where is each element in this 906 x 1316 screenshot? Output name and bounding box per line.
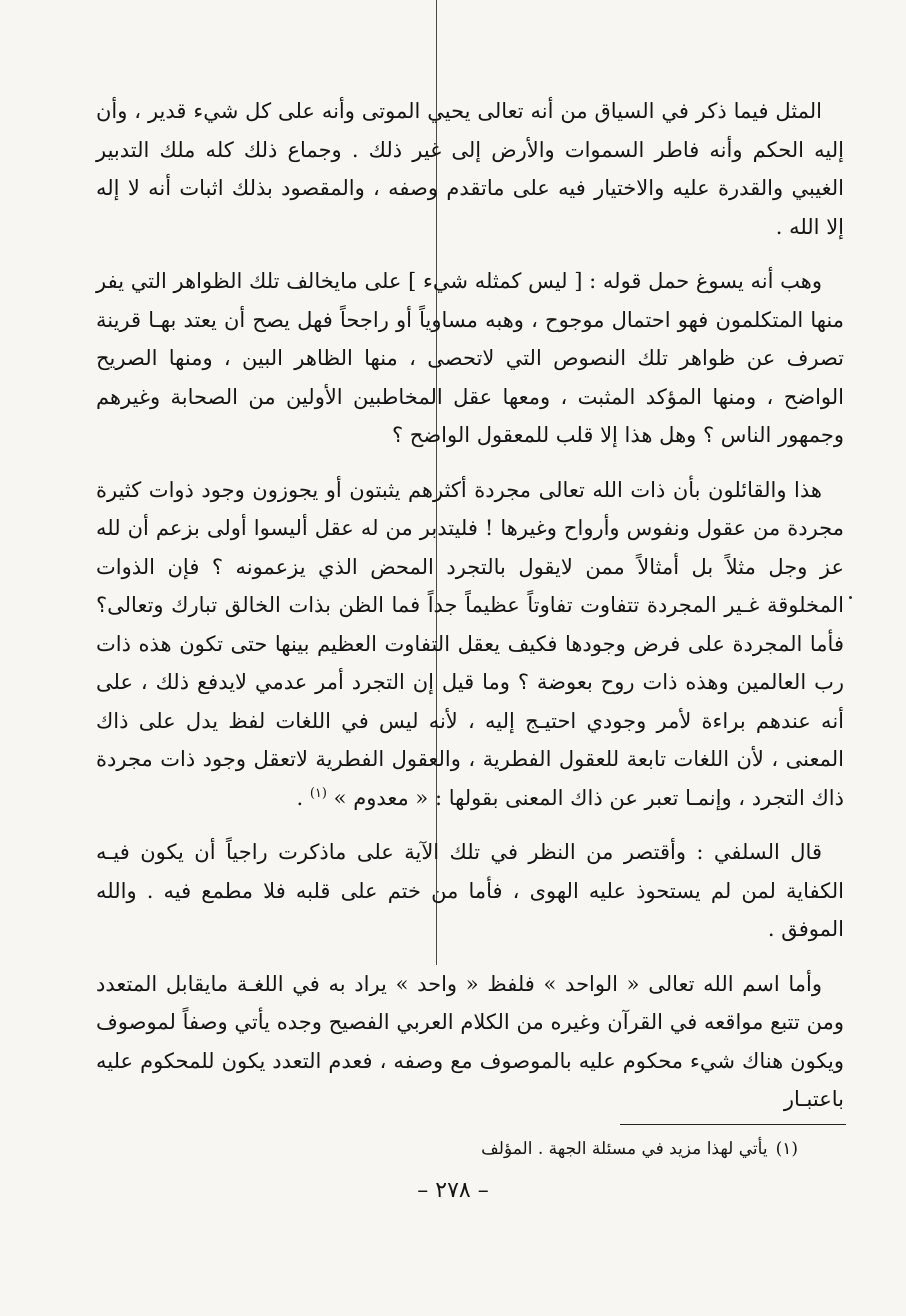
paragraph-1: المثل فيما ذكر في السياق من أنه تعالى يحيي الموتى وأنه على كل شيء قدير ، وأن إليه الحكم وأنه فاطر السموات والأرض إلى غير ذلك . وجماع ذلك كله ملك التدبير الغيبي والقدرة عليه والاختيار فيه على ماتقدم وصفه ، والمقصود بذلك اثبات أنه لا إله إلا الله . bbox=[96, 99, 844, 239]
paragraph-2: وهب أنه يسوغ حمل قوله : [ ليس كمثله شيء ] على مايخالف تلك الظواهر التي يفر منها المتكلمون فهو احتمال موجوح ، وهبه مساوياً أو راجحاً فهل يصح أن يعتد بهـا قرينة تصرف عن ظواهر تلك النصوص التي لاتحصى ، منها الظاهر البين ، ومنها الصريح الواضح ، ومنها المؤكد المثبت ، ومعها عقل المخاطبين الأولين من الصحابة وغيرهم وجمهور الناس ؟ وهل هذا إلا قلب للمعقول الواضح ؟ bbox=[96, 269, 844, 447]
paragraph-3-text: هذا والقائلون بأن ذات الله تعالى مجردة أكثرهم يثبتون أو يجوزون وجود ذوات كثيرة مجردة من عقول ونفوس وأرواح وغيرها ! فليتدبر من له عقل أليسوا أولى بزعم أن لله عز وجل مثلاً بل أمثالاً ممن لايقول بالتجرد المحض الذي يزعمونه ؟ فإن الذوات المخلوقة غـير المجردة تتفاوت تفاوتاً عظيماً جداً فما الظن بذات الخالق تبارك وتعالى؟ فأما المجردة على فرض وجودها فكيف يعقل التفاوت العظيم بينها حتى تكون هذه ذات رب العالمين وهذه ذات روح بعوضة ؟ وما قيل إن التجرد أمر عدمي لايدفع ذلك ، على أنه عندهم براءة لأمر وجودي احتيـج إليه ، لأنه ليس في اللغات لفظ يدل على ذاك المعنى ، لأن اللغات تابعة للعقول الفطرية ، والعقول الفطرية لاتعقل وجود ذات مجردة ذاك التجرد ، وإنمـا تعبر عن ذاك المعنى بقولها : « معدوم » bbox=[96, 477, 844, 810]
paragraph-5: وأما اسم الله تعالى « الواحد » فلفظ « واحد » يراد به في اللغـة مايقابل المتعدد ومن تتبع مواقعه في القرآن وغيره من الكلام العربي الفصيح وجده يأتي وصفاً لموصوف ويكون هناك شيء محكوم عليه بالموصوف مع وصفه ، فعدم التعدد يكون للمحكوم عليه باعتبـار bbox=[96, 971, 844, 1111]
paragraph-4: قال السلفي : وأقتصر من النظر في تلك الآية على ماذكرت راجياً أن يكون فيـه الكفاية لمن لم يستحوذ عليه الهوى ، فأما من ختم على قلبه فلا مطمع فيه . والله الموفق . bbox=[96, 840, 844, 941]
footnote-text: يأتي لهذا مزيد في مسئلة الجهة . المؤلف bbox=[481, 1139, 768, 1159]
page-number: – ٢٧٨ – bbox=[417, 1178, 489, 1203]
paragraph-3: هذا والقائلون بأن ذات الله تعالى مجردة أكثرهم يثبتون أو يجوزون وجود ذوات كثيرة مجردة من عقول ونفوس وأرواح وغيرها ! فليتدبر من له عقل أليسوا أولى بزعم أن لله عز وجل مثلاً بل أمثالاً ممن لايقول بالتجرد المحض الذي يزعمونه ؟ فإن الذوات المخلوقة غـير المجردة تتفاوت تفاوتاً عظيماً جداً فما الظن بذات الخالق تبارك وتعالى؟ فأما المجردة على فرض وجودها فكيف يعقل التفاوت العظيم بينها حتى تكون هذه ذات رب العالمين وهذه ذات روح بعوضة ؟ وما قيل إن التجرد أمر عدمي لايدفع ذلك ، على أنه عندهم براءة لأمر وجودي احتيـج إليه ، لأنه ليس في اللغات لفظ يدل على ذاك المعنى ، لأن اللغات تابعة للعقول الفطرية ، والعقول الفطرية لاتعقل وجود ذات مجردة ذاك التجرد ، وإنمـا تعبر عن ذاك المعنى بقولها : « معدوم » $^{(١)}$ . bbox=[96, 477, 844, 810]
body-text bbox=[96, 92, 844, 1119]
scan-speck bbox=[849, 596, 852, 599]
footnote-reference: (١) bbox=[309, 785, 327, 801]
footnote-separator bbox=[620, 1124, 846, 1125]
footnote bbox=[481, 1133, 798, 1165]
footnote-marker: (١) bbox=[775, 1139, 798, 1159]
